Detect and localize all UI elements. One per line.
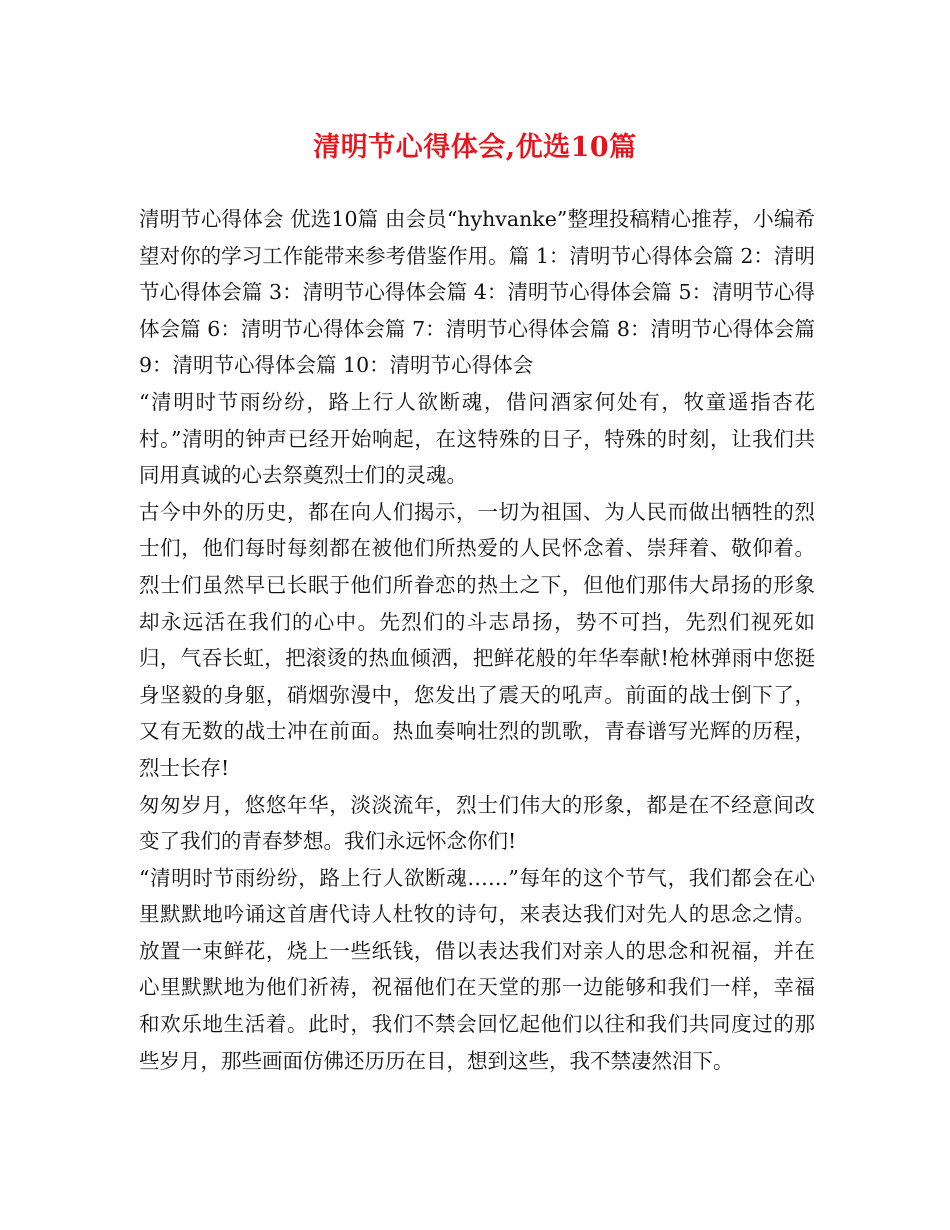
paragraph-intro: 清明节心得体会 优选10篇 由会员“hyhvanke”整理投稿精心推荐，小编希望对你的学习工作能带来参考借鉴作用。篇 1：清明节心得体会篇 2：清明节心得体会篇 3：清明节心得体会篇 4：清明节心得体会篇 5：清明节心得体会篇 6：清明节心得体会篇 7：清明节心得体会篇 8：清明节心得体会篇 9：清明节心得体会篇 10：清明节心得体会 xyxy=(139,207,815,378)
paragraph-remembrance: “清明时节雨纷纷，路上行人欲断魂……”每年的这个节气，我们都会在心里默默地吟诵这首唐代诗人杜牧的诗句，来表达我们对先人的思念之情。放置一束鲜花，烧上一些纸钱，借以表达我们对亲人的思念和祝福，并在心里默默地为他们祈祷，祝福他们在天堂的那一边能够和我们一样，幸福和欢乐地生活着。此时，我们不禁会回忆起他们以往和我们共同度过的那些岁月，那些画面仿佛还历历在目，想到这些，我不禁凄然泪下。 xyxy=(139,865,815,1073)
document-body xyxy=(139,201,815,1079)
paragraph-history: 古今中外的历史，都在向人们揭示，一切为祖国、为人民而做出牺牲的烈士们，他们每时每刻都在被他们所热爱的人民怀念着、崇拜着、敬仰着。烈士们虽然早已长眠于他们所眷恋的热土之下，但他们那伟大昂扬的形象却永远活在我们的心中。先烈们的斗志昂扬，势不可挡，先烈们视死如归，气吞长虹，把滚烫的热血倾洒，把鲜花般的年华奉献!枪林弹雨中您挺身坚毅的身躯，硝烟弥漫中，您发出了震天的吼声。前面的战士倒下了，又有无数的战士冲在前面。热血奏响壮烈的凯歌，青春谱写光辉的历程，烈士长存! xyxy=(139,499,815,780)
document-title: 清明节心得体会,优选10篇 xyxy=(313,132,637,163)
paragraph-poem-opening: “清明时节雨纷纷，路上行人欲断魂，借问酒家何处有，牧童遥指杏花村。”清明的钟声已经开始响起，在这特殊的日子，特殊的时刻，让我们共同用真诚的心去祭奠烈士们的灵魂。 xyxy=(139,389,815,488)
paragraph-years: 匆匆岁月，悠悠年华，淡淡流年，烈士们伟大的形象，都是在不经意间改变了我们的青春梦想。我们永远怀念你们! xyxy=(139,792,815,854)
